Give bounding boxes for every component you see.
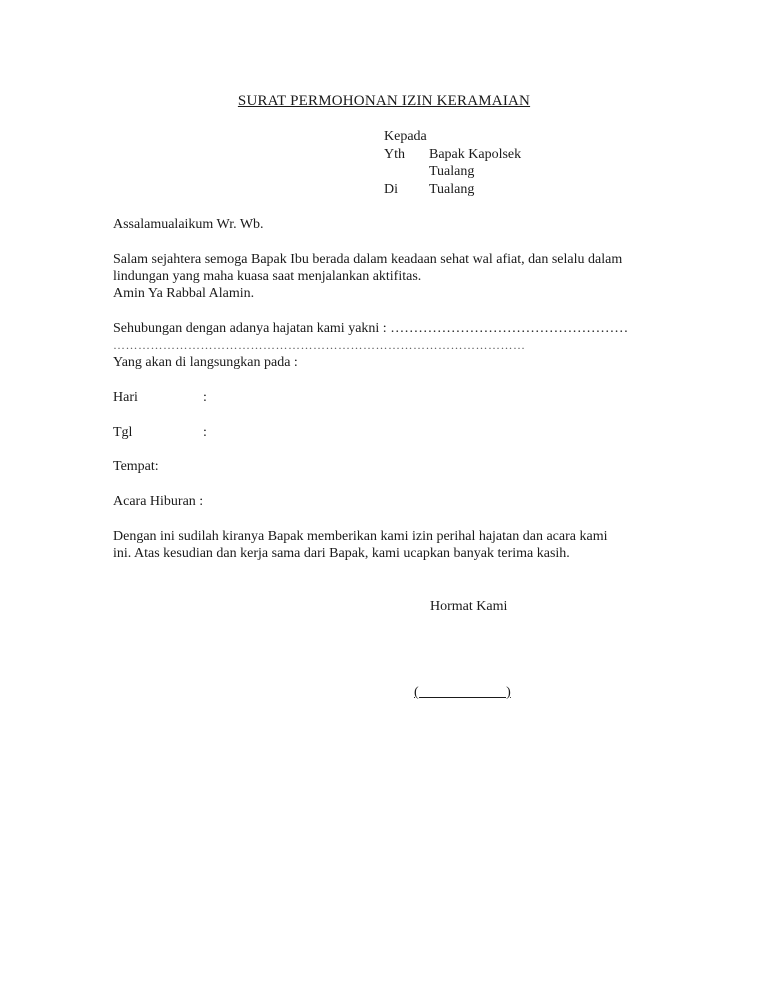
address-di-value: Tualang (429, 182, 475, 197)
signoff: Hormat Kami (430, 599, 508, 614)
purpose-line-2-dots: ……………………………………………………………………………………… (113, 338, 526, 352)
address-yth-value-line2: Tualang (429, 164, 475, 179)
opening-line-2: lindungan yang maha kuasa saat menjalankan aktifitas. (113, 269, 422, 284)
address-yth-value-line1: Bapak Kapolsek (429, 147, 522, 162)
document-title: SURAT PERMOHONAN IZIN KERAMAIAN (237, 93, 531, 109)
opening-line-1: Salam sejahtera semoga Bapak Ibu berada dalam keadaan sehat wal afiat, dan selalu dalam (113, 252, 623, 267)
field-tempat-label: Tempat: (113, 459, 159, 474)
address-kepada: Kepada (384, 129, 427, 144)
field-tgl-label: Tgl (113, 425, 133, 440)
opening-line-3: Amin Ya Rabbal Alamin. (113, 286, 255, 301)
field-tgl-colon: : (203, 425, 207, 440)
address-yth-label: Yth (384, 147, 405, 162)
greeting: Assalamualaikum Wr. Wb. (113, 217, 264, 232)
closing-line-2: ini. Atas kesudian dan kerja sama dari Bapak, kami ucapkan banyak terima kasih. (113, 546, 570, 561)
address-di-label: Di (384, 182, 398, 197)
signature-line: ( ) (414, 685, 511, 700)
field-hari-label: Hari (113, 390, 138, 405)
purpose-line-3: Yang akan di langsungkan pada : (113, 355, 298, 370)
closing-line-1: Dengan ini sudilah kiranya Bapak memberikan kami izin perihal hajatan dan acara kami (113, 529, 608, 544)
field-acara-label: Acara Hiburan : (113, 494, 204, 509)
purpose-line-1: Sehubungan dengan adanya hajatan kami yakni : …………………………………………… (113, 321, 629, 336)
field-hari-colon: : (203, 390, 207, 405)
